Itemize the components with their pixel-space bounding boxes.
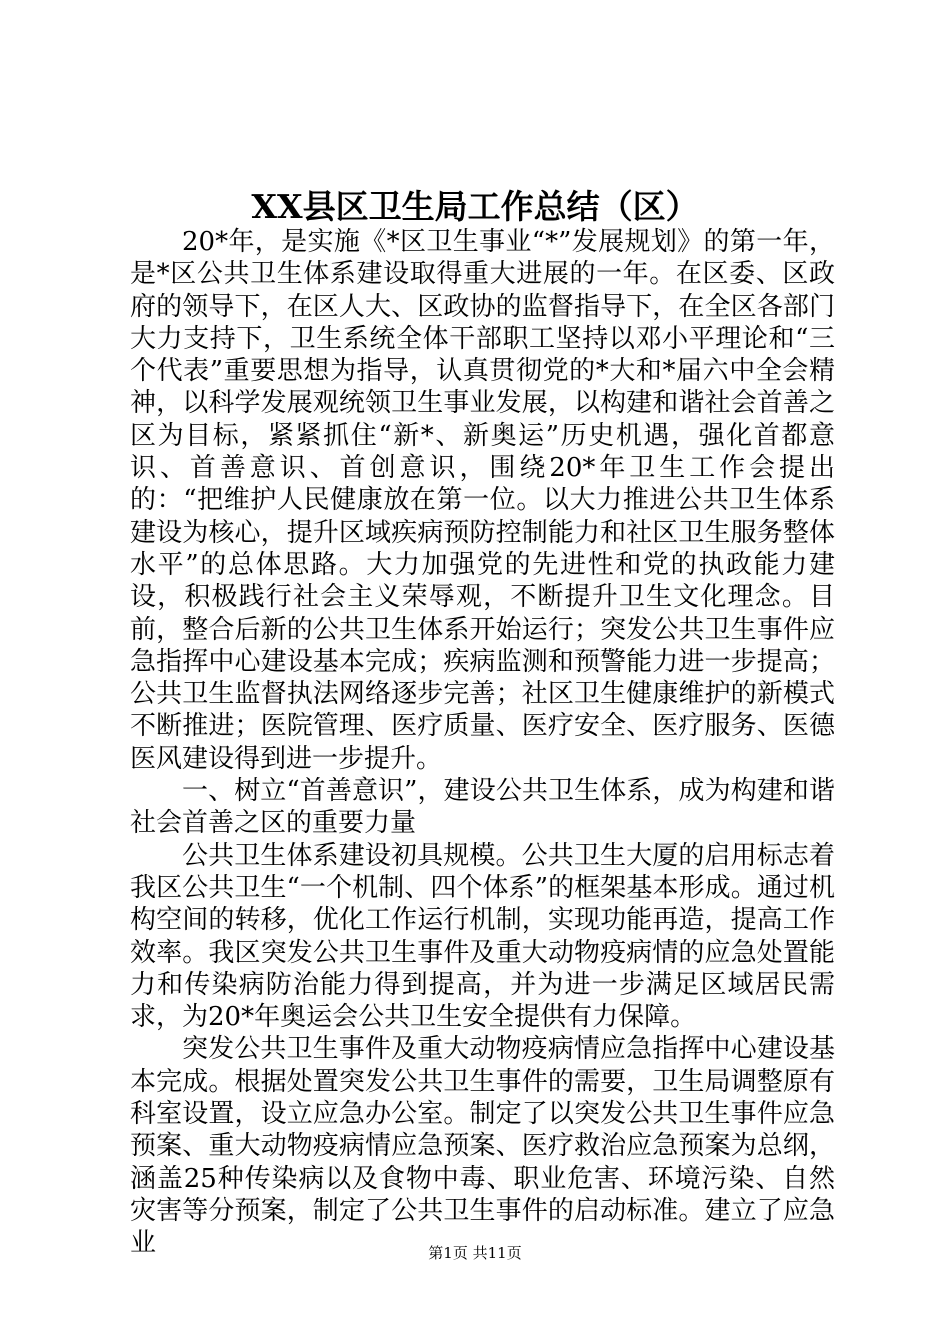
page-number-footer: 第1页 共11页 — [428, 1244, 522, 1262]
document-title: XX县区卫生局工作总结（区） — [251, 187, 699, 226]
paragraph-emergency-center: 突发公共卫生事件及重大动物疫病情应急指挥中心建设基本完成。根据处置突发公共卫生事件的需要，卫生局调整原有科室设置，设立应急办公室。制定了以突发公共卫生事件应急预案、重大动物疫病情应急预案、医疗救治应急预案为总纲，涵盖25种传染病以及食物中毒、职业危害、环境污染、自然灾害等分预案，制定了公共卫生事件的启动标准。建立了应急业 — [130, 1034, 835, 1259]
paragraph-public-health-system: 公共卫生体系建设初具规模。公共卫生大厦的启用标志着我区公共卫生“一个机制、四个体系”的框架基本形成。通过机构空间的转移，优化工作运行机制，实现功能再造，提高工作效率。我区突发公共卫生事件及重大动物疫病情的应急处置能力和传染病防治能力得到提高，并为进一步满足区域居民需求，为20*年奥运会公共卫生安全提供有力保障。 — [130, 840, 835, 1033]
section-heading-1: 一、树立“首善意识”，建设公共卫生体系，成为构建和谐社会首善之区的重要力量 — [130, 776, 835, 839]
paragraph-intro: 20*年，是实施《*区卫生事业“*”发展规划》的第一年，是*区公共卫生体系建设取得重大进展的一年。在区委、区政府的领导下，在区人大、区政协的监督指导下，在全区各部门大力支持下，卫生系统全体干部职工坚持以邓小平理论和“三个代表”重要思想为指导，认真贯彻党的*大和*届六中全会精神，以科学发展观统领卫生事业发展，以构建和谐社会首善之区为目标，紧紧抓住“新*、新奥运”历史机遇，强化首都意识、首善意识、首创意识，围绕20*年卫生工作会提出的：“把维护人民健康放在第一位。以大力推进公共卫生体系建设为核心，提升区域疾病预防控制能力和社区卫生服务整体水平”的总体思路。大力加强党的先进性和党的执政能力建设，积极践行社会主义荣辱观，不断提升卫生文化理念。目前，整合后新的公共卫生体系开始运行；突发公共卫生事件应急指挥中心建设基本完成；疾病监测和预警能力进一步提高；公共卫生监督执法网络逐步完善；社区卫生健康维护的新模式不断推进；医院管理、医疗质量、医疗安全、医疗服务、医德医风建设得到进一步提升。 — [130, 227, 835, 774]
document-body — [130, 226, 835, 1260]
